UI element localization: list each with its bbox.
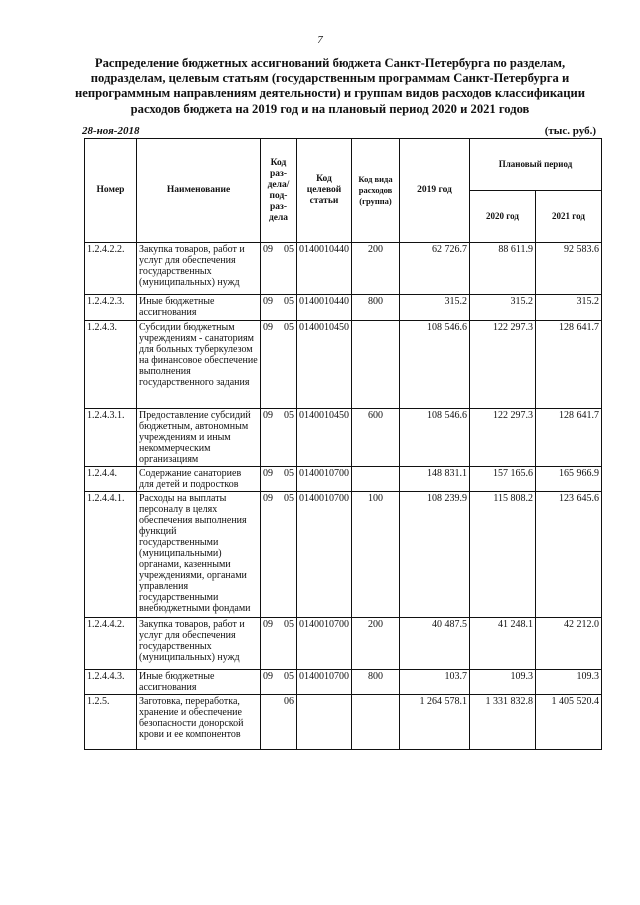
row-2021-value: 92 583.6 (536, 243, 602, 295)
row-2020-value: 1 331 832.8 (470, 695, 536, 750)
row-expense-group: 800 (352, 670, 400, 695)
row-2019-value: 40 487.5 (400, 618, 470, 670)
header-2019: 2019 год (400, 139, 470, 243)
row-target-code: 0140010700 (297, 670, 352, 695)
row-section-code: 09 (263, 468, 273, 479)
document-date: 28-ноя-2018 (82, 125, 140, 137)
row-2019-value: 108 546.6 (400, 409, 470, 467)
row-subsection-code: 05 (284, 468, 294, 479)
row-expense-group (352, 321, 400, 409)
header-2021: 2021 год (536, 191, 602, 243)
row-target-code: 0140010700 (297, 492, 352, 618)
row-2020-value: 315.2 (470, 295, 536, 321)
row-subsection-code: 05 (284, 322, 294, 333)
row-section (261, 321, 297, 409)
row-2020-value: 122 297.3 (470, 321, 536, 409)
row-target-code: 0140010440 (297, 243, 352, 295)
row-target-code: 0140010450 (297, 409, 352, 467)
row-subsection-code: 05 (284, 619, 294, 630)
header-planned-period: Плановый период (470, 139, 602, 191)
row-number: 1.2.4.3. (85, 321, 137, 409)
row-subsection-code: 05 (284, 296, 294, 307)
row-2019-value: 62 726.7 (400, 243, 470, 295)
row-number: 1.2.4.2.3. (85, 295, 137, 321)
header-name: Наименование (137, 139, 261, 243)
budget-table (84, 138, 602, 750)
row-section (261, 295, 297, 321)
row-section-code: 09 (263, 244, 273, 255)
row-section (261, 243, 297, 295)
table-row (85, 618, 602, 670)
row-name: Содержание санаториев для детей и подростков (137, 467, 261, 492)
table-body (85, 243, 602, 750)
row-2021-value: 315.2 (536, 295, 602, 321)
row-2021-value: 123 645.6 (536, 492, 602, 618)
row-2020-value: 41 248.1 (470, 618, 536, 670)
row-name: Субсидии бюджетным учреждениям - санаториям для больных туберкулезом на финансовое обеспечение выполнения государственного задания (137, 321, 261, 409)
row-section-code: 09 (263, 619, 273, 630)
table-row (85, 409, 602, 467)
row-name: Иные бюджетные ассигнования (137, 670, 261, 695)
row-2021-value: 42 212.0 (536, 618, 602, 670)
row-subsection-code: 05 (284, 410, 294, 421)
row-number: 1.2.4.4. (85, 467, 137, 492)
header-number: Номер (85, 139, 137, 243)
row-section-code: 09 (263, 671, 273, 682)
table-row (85, 670, 602, 695)
row-number: 1.2.4.4.3. (85, 670, 137, 695)
row-section-code: 09 (263, 493, 273, 504)
row-expense-group (352, 467, 400, 492)
row-target-code: 0140010700 (297, 618, 352, 670)
row-2019-value: 315.2 (400, 295, 470, 321)
row-2021-value: 128 641.7 (536, 409, 602, 467)
row-2019-value: 148 831.1 (400, 467, 470, 492)
row-2019-value: 103.7 (400, 670, 470, 695)
row-2019-value: 1 264 578.1 (400, 695, 470, 750)
row-2021-value: 128 641.7 (536, 321, 602, 409)
table-row (85, 467, 602, 492)
row-name: Закупка товаров, работ и услуг для обеспечения государственных (муниципальных) нужд (137, 243, 261, 295)
row-2020-value: 88 611.9 (470, 243, 536, 295)
header-2020: 2020 год (470, 191, 536, 243)
row-name: Расходы на выплаты персоналу в целях обеспечения выполнения функций государственными (муниципальными) органами, казенными учреждениями, органами управления государственными внебюджетными фондами (137, 492, 261, 618)
row-name: Заготовка, переработка, хранение и обеспечение безопасности донорской крови и ее компонентов (137, 695, 261, 750)
row-expense-group: 600 (352, 409, 400, 467)
row-section (261, 695, 297, 750)
row-subsection-code: 05 (284, 244, 294, 255)
row-target-code: 0140010700 (297, 467, 352, 492)
document-title: Распределение бюджетных ассигнований бюджета Санкт-Петербурга по разделам, подразделам, целевым статьям (государственным программам Санкт-Петербурга и непрограммным направлениям деятельности) и группам видов расходов классификации расходов бюджета на 2019 год и на плановый период 2020 и 2021 годов (75, 56, 585, 116)
row-section (261, 409, 297, 467)
row-subsection-code: 06 (284, 696, 294, 707)
page-number: 7 (317, 34, 323, 46)
row-subsection-code: 05 (284, 671, 294, 682)
row-2019-value: 108 546.6 (400, 321, 470, 409)
table-row (85, 492, 602, 618)
row-2021-value: 1 405 520.4 (536, 695, 602, 750)
table-row (85, 695, 602, 750)
row-2020-value: 157 165.6 (470, 467, 536, 492)
row-2021-value: 109.3 (536, 670, 602, 695)
row-section (261, 492, 297, 618)
row-name: Предоставление субсидий бюджетным, автономным учреждениям и иным некоммерческим организациям (137, 409, 261, 467)
row-section (261, 618, 297, 670)
header-target: Код целевой статьи (297, 139, 352, 243)
row-expense-group (352, 695, 400, 750)
row-expense-group: 800 (352, 295, 400, 321)
row-section (261, 467, 297, 492)
row-name: Иные бюджетные ассигнования (137, 295, 261, 321)
row-2019-value: 108 239.9 (400, 492, 470, 618)
table-row (85, 295, 602, 321)
row-expense-group: 100 (352, 492, 400, 618)
row-subsection-code: 05 (284, 493, 294, 504)
row-2021-value: 165 966.9 (536, 467, 602, 492)
row-name: Закупка товаров, работ и услуг для обеспечения государственных (муниципальных) нужд (137, 618, 261, 670)
row-number: 1.2.4.3.1. (85, 409, 137, 467)
row-section (261, 670, 297, 695)
table-row (85, 321, 602, 409)
units-label: (тыс. руб.) (544, 125, 596, 137)
table-header-row (85, 139, 602, 191)
row-section-code: 09 (263, 322, 273, 333)
row-expense-group: 200 (352, 243, 400, 295)
row-2020-value: 109.3 (470, 670, 536, 695)
table-row (85, 243, 602, 295)
row-target-code (297, 695, 352, 750)
row-section-code: 09 (263, 296, 273, 307)
row-2020-value: 122 297.3 (470, 409, 536, 467)
row-number: 1.2.4.4.2. (85, 618, 137, 670)
header-expense-group: Код вида расходов (группа) (352, 139, 400, 243)
row-target-code: 0140010450 (297, 321, 352, 409)
row-2020-value: 115 808.2 (470, 492, 536, 618)
row-target-code: 0140010440 (297, 295, 352, 321)
header-section: Код раз-дела/ под-раз-дела (261, 139, 297, 243)
row-number: 1.2.5. (85, 695, 137, 750)
row-number: 1.2.4.2.2. (85, 243, 137, 295)
row-expense-group: 200 (352, 618, 400, 670)
row-section-code: 09 (263, 410, 273, 421)
row-number: 1.2.4.4.1. (85, 492, 137, 618)
